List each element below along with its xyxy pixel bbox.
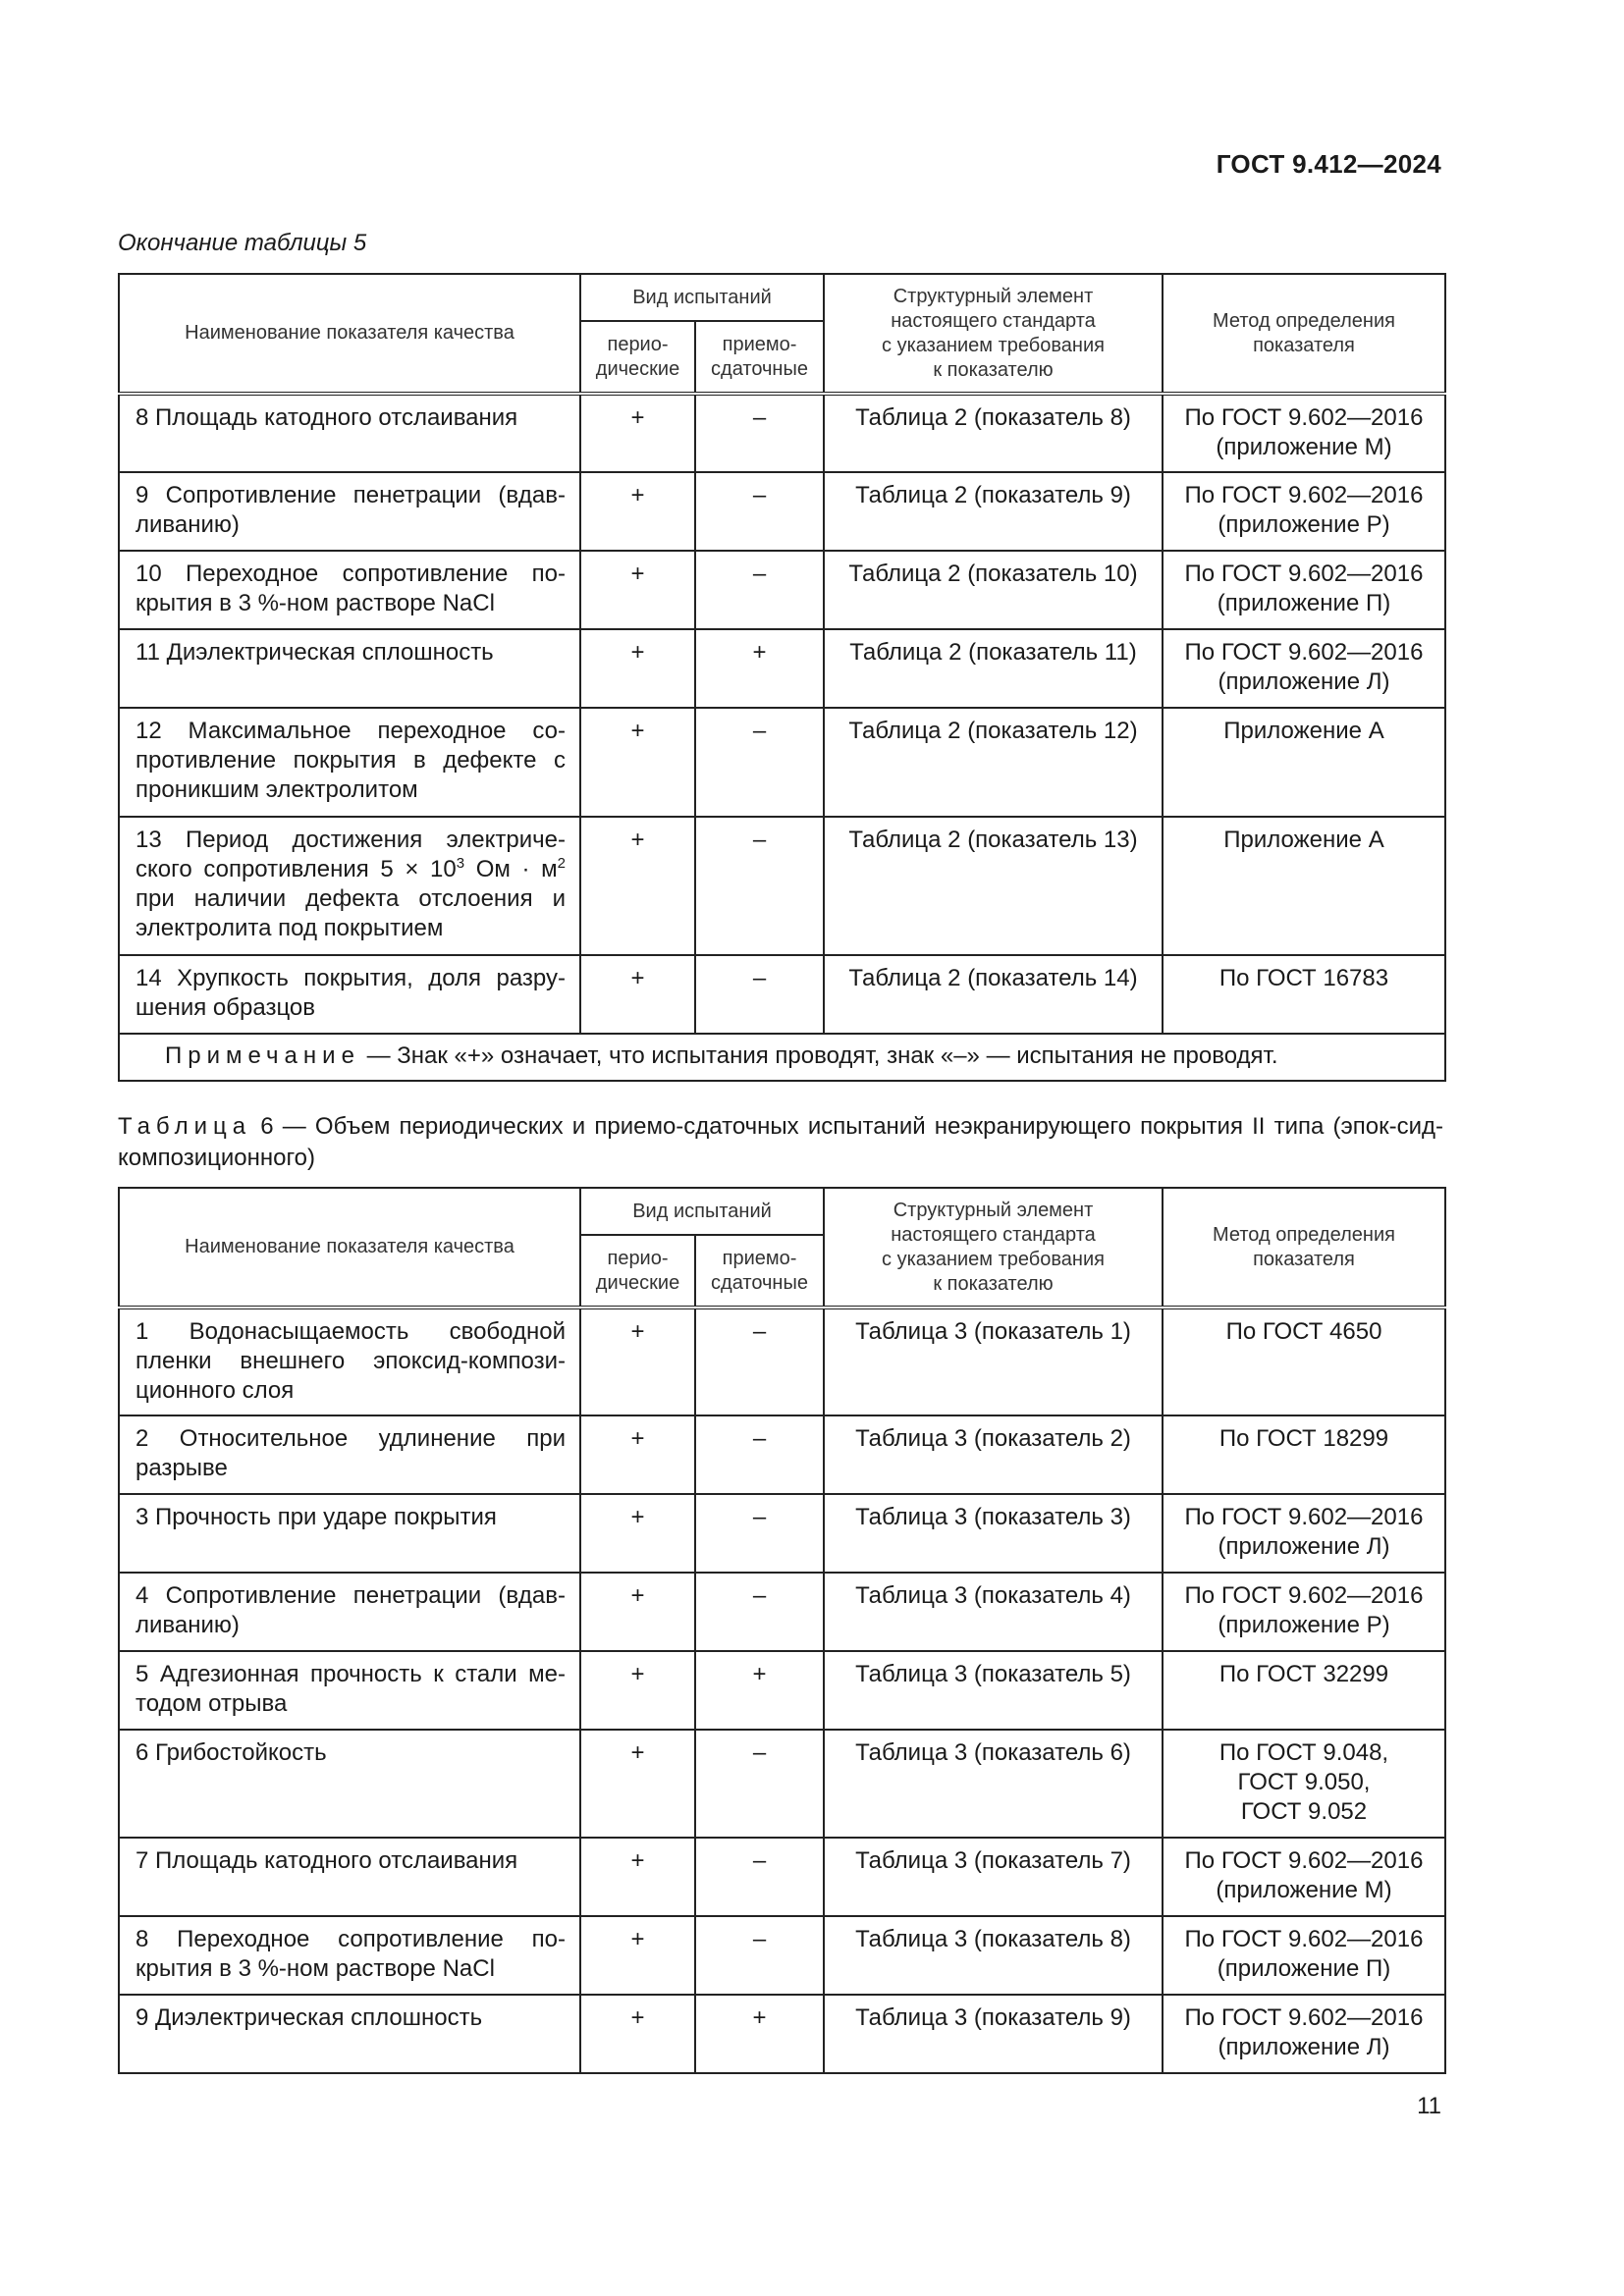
- indicator-name: 3 Прочность при ударе покрытия: [119, 1494, 580, 1573]
- header-quality-indicator: Наименование показателя качества: [119, 1188, 580, 1308]
- header-quality-indicator: Наименование показателя качества: [119, 274, 580, 394]
- periodic-mark: +: [580, 394, 695, 472]
- acceptance-mark: –: [695, 1494, 824, 1573]
- requirement-ref: Таблица 2 (показатель 11): [824, 629, 1163, 708]
- periodic-mark: +: [580, 1415, 695, 1494]
- test-method: Приложение А: [1163, 708, 1445, 817]
- indicator-name: 11 Диэлектрическая сплошность: [119, 629, 580, 708]
- exponent: 2: [557, 855, 566, 872]
- requirement-ref: Таблица 3 (показатель 5): [824, 1651, 1163, 1730]
- table-row: [119, 394, 1445, 472]
- test-method: По ГОСТ 9.602—2016 (приложение Р): [1163, 1573, 1445, 1651]
- table-row: [119, 1838, 1445, 1916]
- indicator-name: 8 Площадь катодного отслаивания: [119, 394, 580, 472]
- table-row: [119, 1573, 1445, 1651]
- acceptance-mark: +: [695, 1651, 824, 1730]
- header-test-type: Вид испытаний: [580, 274, 824, 321]
- test-method: По ГОСТ 9.048, ГОСТ 9.050, ГОСТ 9.052: [1163, 1730, 1445, 1838]
- header-method: Метод определения показателя: [1163, 274, 1445, 394]
- periodic-mark: +: [580, 629, 695, 708]
- requirement-ref: Таблица 2 (показатель 13): [824, 817, 1163, 955]
- periodic-mark: +: [580, 1573, 695, 1651]
- acceptance-mark: –: [695, 1308, 824, 1415]
- test-method: Приложение А: [1163, 817, 1445, 955]
- periodic-mark: +: [580, 472, 695, 551]
- indicator-name: 9 Диэлектрическая сплошность: [119, 1995, 580, 2073]
- acceptance-mark: –: [695, 955, 824, 1034]
- requirement-ref: Таблица 2 (показатель 14): [824, 955, 1163, 1034]
- indicator-name: 2 Относительное удлинение при разрыве: [119, 1415, 580, 1494]
- requirement-ref: Таблица 2 (показатель 12): [824, 708, 1163, 817]
- header-periodic: перио- дические: [580, 321, 695, 394]
- requirement-ref: Таблица 3 (показатель 3): [824, 1494, 1163, 1573]
- table5-continuation-caption: Окончание таблицы 5: [118, 230, 367, 256]
- requirement-ref: Таблица 3 (показатель 2): [824, 1415, 1163, 1494]
- periodic-mark: +: [580, 551, 695, 629]
- indicator-name: 7 Площадь катодного отслаивания: [119, 1838, 580, 1916]
- indicator-name: 4 Сопротивление пенетрации (вдав-ливанию): [119, 1573, 580, 1651]
- header-test-type: Вид испытаний: [580, 1188, 824, 1235]
- requirement-ref: Таблица 3 (показатель 7): [824, 1838, 1163, 1916]
- periodic-mark: +: [580, 1651, 695, 1730]
- acceptance-mark: +: [695, 1995, 824, 2073]
- acceptance-mark: –: [695, 1573, 824, 1651]
- periodic-mark: +: [580, 1494, 695, 1573]
- requirement-ref: Таблица 3 (показатель 4): [824, 1573, 1163, 1651]
- requirement-ref: Таблица 3 (показатель 6): [824, 1730, 1163, 1838]
- test-method: По ГОСТ 32299: [1163, 1651, 1445, 1730]
- table-row: [119, 1651, 1445, 1730]
- table-row: [119, 1995, 1445, 2073]
- test-method: По ГОСТ 9.602—2016 (приложение Р): [1163, 472, 1445, 551]
- test-method: По ГОСТ 9.602—2016 (приложение П): [1163, 1916, 1445, 1995]
- indicator-name: 1 Водонасыщаемость свободной пленки внешнего эпоксид-компози-ционного слоя: [119, 1308, 580, 1415]
- note-label: Примечание: [165, 1042, 360, 1069]
- table-row: [119, 1494, 1445, 1573]
- periodic-mark: +: [580, 1308, 695, 1415]
- requirement-ref: Таблица 3 (показатель 8): [824, 1916, 1163, 1995]
- table-row: [119, 551, 1445, 629]
- test-method: По ГОСТ 9.602—2016 (приложение Л): [1163, 1494, 1445, 1573]
- table-note-row: [119, 1034, 1445, 1081]
- table-row: [119, 1308, 1445, 1415]
- header-method: Метод определения показателя: [1163, 1188, 1445, 1308]
- table-row: [119, 629, 1445, 708]
- indicator-name: 9 Сопротивление пенетрации (вдав-ливанию): [119, 472, 580, 551]
- indicator-name: [119, 817, 580, 955]
- periodic-mark: +: [580, 1916, 695, 1995]
- exponent: 3: [456, 855, 465, 872]
- periodic-mark: +: [580, 1838, 695, 1916]
- periodic-mark: +: [580, 817, 695, 955]
- table-5: [118, 273, 1446, 1082]
- acceptance-mark: –: [695, 1916, 824, 1995]
- test-method: По ГОСТ 16783: [1163, 955, 1445, 1034]
- table-row: [119, 955, 1445, 1034]
- table-row: [119, 817, 1445, 955]
- document-code: ГОСТ 9.412—2024: [1216, 149, 1441, 179]
- acceptance-mark: –: [695, 708, 824, 817]
- page-number: 11: [1417, 2093, 1441, 2119]
- requirement-ref: Таблица 3 (показатель 9): [824, 1995, 1163, 2073]
- table6-title-text: 6 — Объем периодических и приемо-сдаточных испытаний неэкранирующего покрытия II типа (эпок-сид-композиционного): [118, 1113, 1443, 1171]
- acceptance-mark: –: [695, 817, 824, 955]
- test-method: По ГОСТ 9.602—2016 (приложение Л): [1163, 1995, 1445, 2073]
- requirement-ref: Таблица 3 (показатель 1): [824, 1308, 1163, 1415]
- indicator-name: 12 Максимальное переходное со-противление покрытия в дефекте с проникшим электролитом: [119, 708, 580, 817]
- test-method: По ГОСТ 9.602—2016 (приложение М): [1163, 1838, 1445, 1916]
- requirement-ref: Таблица 2 (показатель 8): [824, 394, 1163, 472]
- indicator-name: 8 Переходное сопротивление по-крытия в 3 %-ном растворе NaCl: [119, 1916, 580, 1995]
- table-row: [119, 708, 1445, 817]
- table6-title-label: Таблица: [118, 1113, 252, 1140]
- acceptance-mark: –: [695, 472, 824, 551]
- test-method: По ГОСТ 9.602—2016 (приложение М): [1163, 394, 1445, 472]
- indicator-name: 10 Переходное сопротивление по-крытия в 3 %-ном растворе NaCl: [119, 551, 580, 629]
- indicator-name: 6 Грибостойкость: [119, 1730, 580, 1838]
- indicator-name: 14 Хрупкость покрытия, доля разру-шения образцов: [119, 955, 580, 1034]
- acceptance-mark: –: [695, 1838, 824, 1916]
- test-method: По ГОСТ 9.602—2016 (приложение П): [1163, 551, 1445, 629]
- periodic-mark: +: [580, 955, 695, 1034]
- requirement-ref: Таблица 2 (показатель 9): [824, 472, 1163, 551]
- periodic-mark: +: [580, 1730, 695, 1838]
- acceptance-mark: –: [695, 1415, 824, 1494]
- acceptance-mark: +: [695, 629, 824, 708]
- indicator-name-part: при наличии дефекта отслоения и электролита под покрытием: [135, 885, 566, 941]
- periodic-mark: +: [580, 1995, 695, 2073]
- test-method: По ГОСТ 18299: [1163, 1415, 1445, 1494]
- table-row: [119, 1730, 1445, 1838]
- indicator-name-part: Ом · м: [464, 856, 558, 882]
- periodic-mark: +: [580, 708, 695, 817]
- table6-title: [118, 1111, 1443, 1174]
- table-6: [118, 1187, 1446, 2074]
- acceptance-mark: –: [695, 1730, 824, 1838]
- acceptance-mark: –: [695, 551, 824, 629]
- table-row: [119, 472, 1445, 551]
- header-structural-element: Структурный элемент настоящего стандарта с указанием требования к показателю: [824, 274, 1163, 394]
- header-acceptance: приемо- сдаточные: [695, 1235, 824, 1308]
- test-method: По ГОСТ 4650: [1163, 1308, 1445, 1415]
- header-periodic: перио- дические: [580, 1235, 695, 1308]
- table-row: [119, 1916, 1445, 1995]
- indicator-name: 5 Адгезионная прочность к стали ме-тодом отрыва: [119, 1651, 580, 1730]
- header-structural-element: Структурный элемент настоящего стандарта с указанием требования к показателю: [824, 1188, 1163, 1308]
- requirement-ref: Таблица 2 (показатель 10): [824, 551, 1163, 629]
- acceptance-mark: –: [695, 394, 824, 472]
- table-row: [119, 1415, 1445, 1494]
- header-acceptance: приемо- сдаточные: [695, 321, 824, 394]
- table-note: [119, 1034, 1445, 1081]
- note-text: — Знак «+» означает, что испытания проводят, знак «–» — испытания не проводят.: [359, 1042, 1278, 1069]
- indicator-name-part: 13 Период достижения электриче-ского сопротивления 5 × 10: [135, 827, 566, 882]
- test-method: По ГОСТ 9.602—2016 (приложение Л): [1163, 629, 1445, 708]
